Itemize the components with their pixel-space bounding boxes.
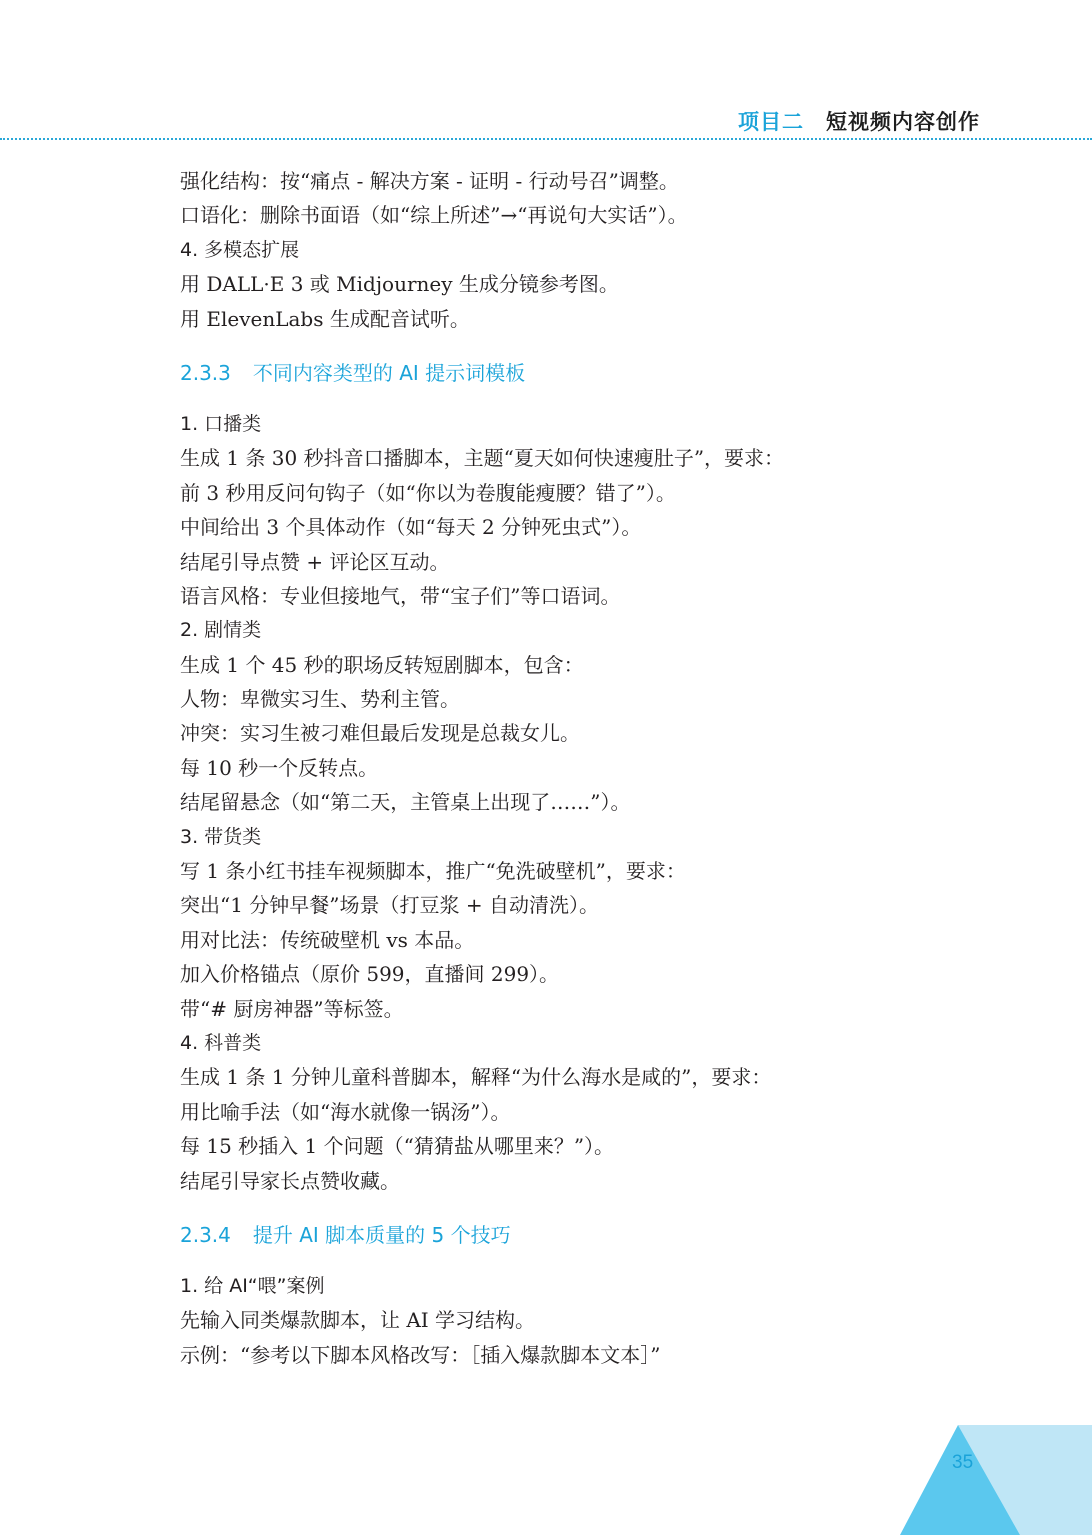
body-line: 语言风格：专业但接地气，带“宝子们”等口语词。: [180, 583, 621, 608]
section-title: 不同内容类型的 AI 提示词模板: [252, 360, 526, 385]
body-line: 加入价格锚点（原价 599，直播间 299）。: [180, 962, 560, 987]
header-part: 项目二: [738, 110, 804, 134]
section-heading-2-3-3: [180, 356, 980, 390]
header-divider: [0, 138, 1092, 140]
subheading: 2. 剧情类: [180, 619, 262, 642]
subheading: 4. 多模态扩展: [180, 238, 300, 261]
subheading: 1. 口播类: [180, 412, 262, 435]
subheading: 4. 科普类: [180, 1031, 262, 1054]
body-line: 每 10 秒一个反转点。: [180, 755, 379, 780]
body-line: 生成 1 个 45 秒的职场反转短剧脚本，包含：: [180, 652, 584, 677]
section-number: 2.3.3: [180, 360, 231, 385]
body-line: 先输入同类爆款脚本，让 AI 学习结构。: [180, 1308, 536, 1333]
subheading: 3. 带货类: [180, 825, 262, 848]
section-title: 提升 AI 脚本质量的 5 个技巧: [252, 1222, 511, 1247]
body-line: 示例：“参考以下脚本风格改写：［插入爆款脚本文本］”: [180, 1342, 661, 1367]
body-line: 冲突：实习生被刁难但最后发现是总裁女儿。: [180, 721, 580, 746]
body-line: 用比喻手法（如“海水就像一锅汤”）。: [180, 1099, 511, 1124]
body-line: 突出“1 分钟早餐”场景（打豆浆 + 自动清洗）。: [180, 893, 600, 918]
body-line: 结尾留悬念（如“第二天，主管桌上出现了……”）。: [180, 790, 631, 815]
body-line: 结尾引导点赞 + 评论区互动。: [180, 549, 450, 574]
body-line: 写 1 条小红书挂车视频脚本，推广“免洗破壁机”，要求：: [180, 859, 686, 884]
body-line: 人物：卑微实习生、势利主管。: [180, 687, 460, 712]
body-line: 生成 1 条 30 秒抖音口播脚本，主题“夏天如何快速瘦肚子”，要求：: [180, 446, 785, 471]
section-number: 2.3.4: [180, 1222, 231, 1247]
body-line: 结尾引导家长点赞收藏。: [180, 1168, 400, 1193]
body-line: 中间给出 3 个具体动作（如“每天 2 分钟死虫式”）。: [180, 515, 642, 540]
body-line: 强化结构：按“痛点 - 解决方案 - 证明 - 行动号召”调整。: [180, 169, 679, 193]
subheading: 1. 给 AI“喂”案例: [180, 1274, 325, 1297]
body-line: 用对比法：传统破壁机 vs 本品。: [180, 927, 475, 952]
body-line: 每 15 秒插入 1 个问题（“猜猜盐从哪里来？”）。: [180, 1134, 615, 1159]
corner-decoration: [900, 1425, 1092, 1535]
page-number: 35: [952, 1452, 974, 1473]
body-line: 口语化：删除书面语（如“综上所述”→“再说句大实话”）。: [180, 203, 688, 228]
body-line: 带“# 厨房神器”等标签。: [180, 996, 404, 1021]
header-title: 短视频内容创作: [826, 110, 980, 134]
section-heading-2-3-4: [180, 1218, 980, 1252]
page-body: [180, 164, 980, 1372]
running-header: [738, 106, 980, 136]
body-line: 用 ElevenLabs 生成配音试听。: [180, 306, 470, 331]
body-line: 生成 1 条 1 分钟儿童科普脚本，解释“为什么海水是咸的”，要求：: [180, 1065, 772, 1090]
body-line: 用 DALL·E 3 或 Midjourney 生成分镜参考图。: [180, 272, 619, 297]
body-line: 前 3 秒用反问句钩子（如“你以为卷腹能瘦腰？错了”）。: [180, 480, 676, 505]
